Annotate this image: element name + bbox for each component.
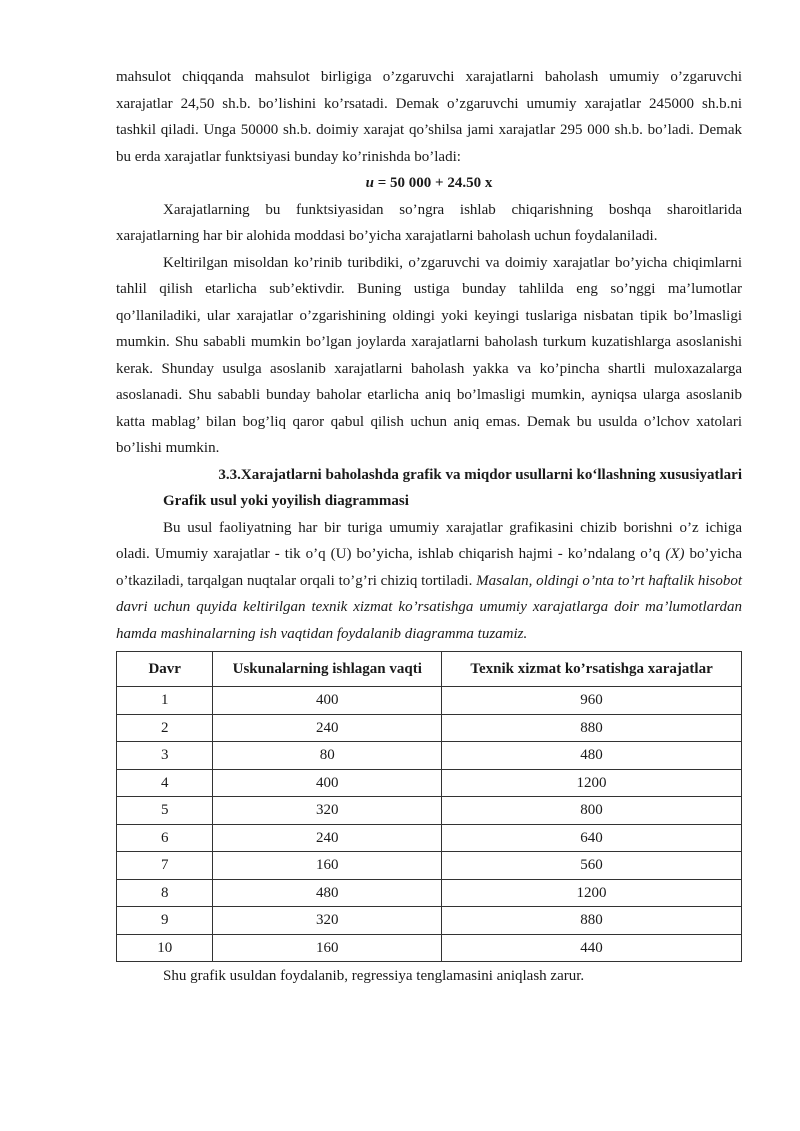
document-page — [116, 64, 742, 990]
formula-expression: = 50 000 + 24.50 x — [373, 175, 493, 191]
table-header-row — [117, 652, 742, 687]
table-row — [117, 797, 742, 825]
header-maintenance-costs: Texnik xizmat ko’rsatishga xarajatlar — [442, 652, 742, 687]
cell-period: 6 — [117, 824, 213, 852]
paragraph-2: Xarajatlarning bu funktsiyasidan so’ngra ishlab chiqarishning boshqa sharoitlarida xarajatlarning har bir alohida moddasi bo’yicha xarajatlarni baholash uchun foydalaniladi. — [116, 201, 742, 244]
cell-period: 8 — [117, 879, 213, 907]
cell-time: 80 — [213, 742, 442, 770]
cell-cost: 440 — [442, 934, 742, 962]
cell-period: 5 — [117, 797, 213, 825]
table-row — [117, 824, 742, 852]
header-equipment-time: Uskunalarning ishlagan vaqti — [213, 652, 442, 687]
cost-function-formula — [116, 170, 742, 197]
cell-time: 160 — [213, 852, 442, 880]
cell-time: 160 — [213, 934, 442, 962]
paragraph-4-text: Bu usul faoliyatning har bir turiga umumiy xarajatlar grafikasini chizib borishni o’z ichiga oladi. Umumiy xarajatlar - tik o’q (U) bo’yicha, ishlab chiqarish hajmi - ko’ndalang o’q — [116, 519, 742, 562]
cell-period: 9 — [117, 907, 213, 935]
table-row — [117, 714, 742, 742]
cell-cost: 560 — [442, 852, 742, 880]
header-davr: Davr — [117, 652, 213, 687]
cell-time: 240 — [213, 824, 442, 852]
formula-variable: u — [365, 175, 374, 191]
cell-cost: 880 — [442, 714, 742, 742]
paragraph-3: Keltirilgan misoldan ko’rinib turibdiki, o’zgaruvchi va doimiy xarajatlar bo’yicha chiqimlarni tahlil qilish etarlicha sub’ektivdir. Buning ustiga bunday tahlilda eng so’nggi ma’lumotlar qo’llaniladiki, ular xarajatlar o’zgarishining oldingi yoki keyingi tuslariga nisbatan tipik bo’lmasligi mumkin. Shu sababli mumkin bo’lgan joylarda xarajatlarni baholash turkum kuzatishlarga asoslanishi kerak. Shunday usulga asoslanib xarajatlarni baholash yakka va ko’pincha shartli muloxazalarga asoslanadi. Shu sababli bunday baholar etarlicha aniq bo’lmasligi mumkin, ayniqsa ularga asoslanib katta mablag’ bilan bog’liq qaror qabul qilish uchun aniq emas. Demak bu usulda o’lchov xatolari bo’lishi mumkin. — [116, 254, 742, 456]
cell-time: 480 — [213, 879, 442, 907]
table-row — [117, 934, 742, 962]
cell-period: 7 — [117, 852, 213, 880]
paragraph-after-table: Shu grafik usuldan foydalanib, regressiya tenglamasini aniqlash zarur. — [163, 968, 585, 984]
table-row — [117, 879, 742, 907]
cell-time: 400 — [213, 687, 442, 715]
section-heading: 3.3.Xarajatlarni baholashda grafik va miqdor usullarni ko‘llashning xususiyatlari — [218, 466, 742, 483]
cell-cost: 480 — [442, 742, 742, 770]
cell-period: 1 — [117, 687, 213, 715]
cell-period: 10 — [117, 934, 213, 962]
paragraph-4-italic: Masalan, oldingi o’nta to’rt haftalik hisobot davri uchun quyida keltirilgan texnik xizmat ko’rsatishga umumiy xarajatlarga doir ma’lumotlardan hamda mashinalarning ish vaqtidan foydalanib diagramma tuzamiz. — [116, 572, 743, 642]
cell-time: 400 — [213, 769, 442, 797]
cell-period: 4 — [117, 769, 213, 797]
subsection-heading: Grafik usul yoki yoyilish diagrammasi — [163, 493, 409, 509]
cell-cost: 1200 — [442, 879, 742, 907]
table-row — [117, 769, 742, 797]
cell-cost: 880 — [442, 907, 742, 935]
x-axis-symbol: (X) — [665, 546, 685, 562]
data-table — [116, 651, 742, 962]
cell-cost: 640 — [442, 824, 742, 852]
cell-cost: 800 — [442, 797, 742, 825]
paragraph-4 — [116, 515, 742, 648]
table-row — [117, 907, 742, 935]
table-row — [117, 687, 742, 715]
cell-time: 240 — [213, 714, 442, 742]
cell-period: 2 — [117, 714, 213, 742]
cell-time: 320 — [213, 797, 442, 825]
cell-time: 320 — [213, 907, 442, 935]
table-row — [117, 852, 742, 880]
table-row — [117, 742, 742, 770]
cell-cost: 960 — [442, 687, 742, 715]
cell-cost: 1200 — [442, 769, 742, 797]
paragraph-1: mahsulot chiqqanda mahsulot birligiga o’zgaruvchi xarajatlarni baholash umumiy o’zgaruvchi xarajatlar 24,50 sh.b. bo’lishini ko’rsatadi. Demak o’zgaruvchi umumiy xarajatlar 245000 sh.b.ni tashkil qiladi. Unga 50000 sh.b. doimiy xarajat qo’shilsa jami xarajatlar 295 000 sh.b. bo’ladi. Demak bu erda xarajatlar funktsiyasi bunday ko’rinishda bo’ladi: — [116, 69, 742, 165]
cell-period: 3 — [117, 742, 213, 770]
paragraph-4-text-2: bo’yicha o’tkaziladi, tarqalgan nuqtalar orqali to’g’ri chiziq tortiladi. — [116, 546, 742, 589]
